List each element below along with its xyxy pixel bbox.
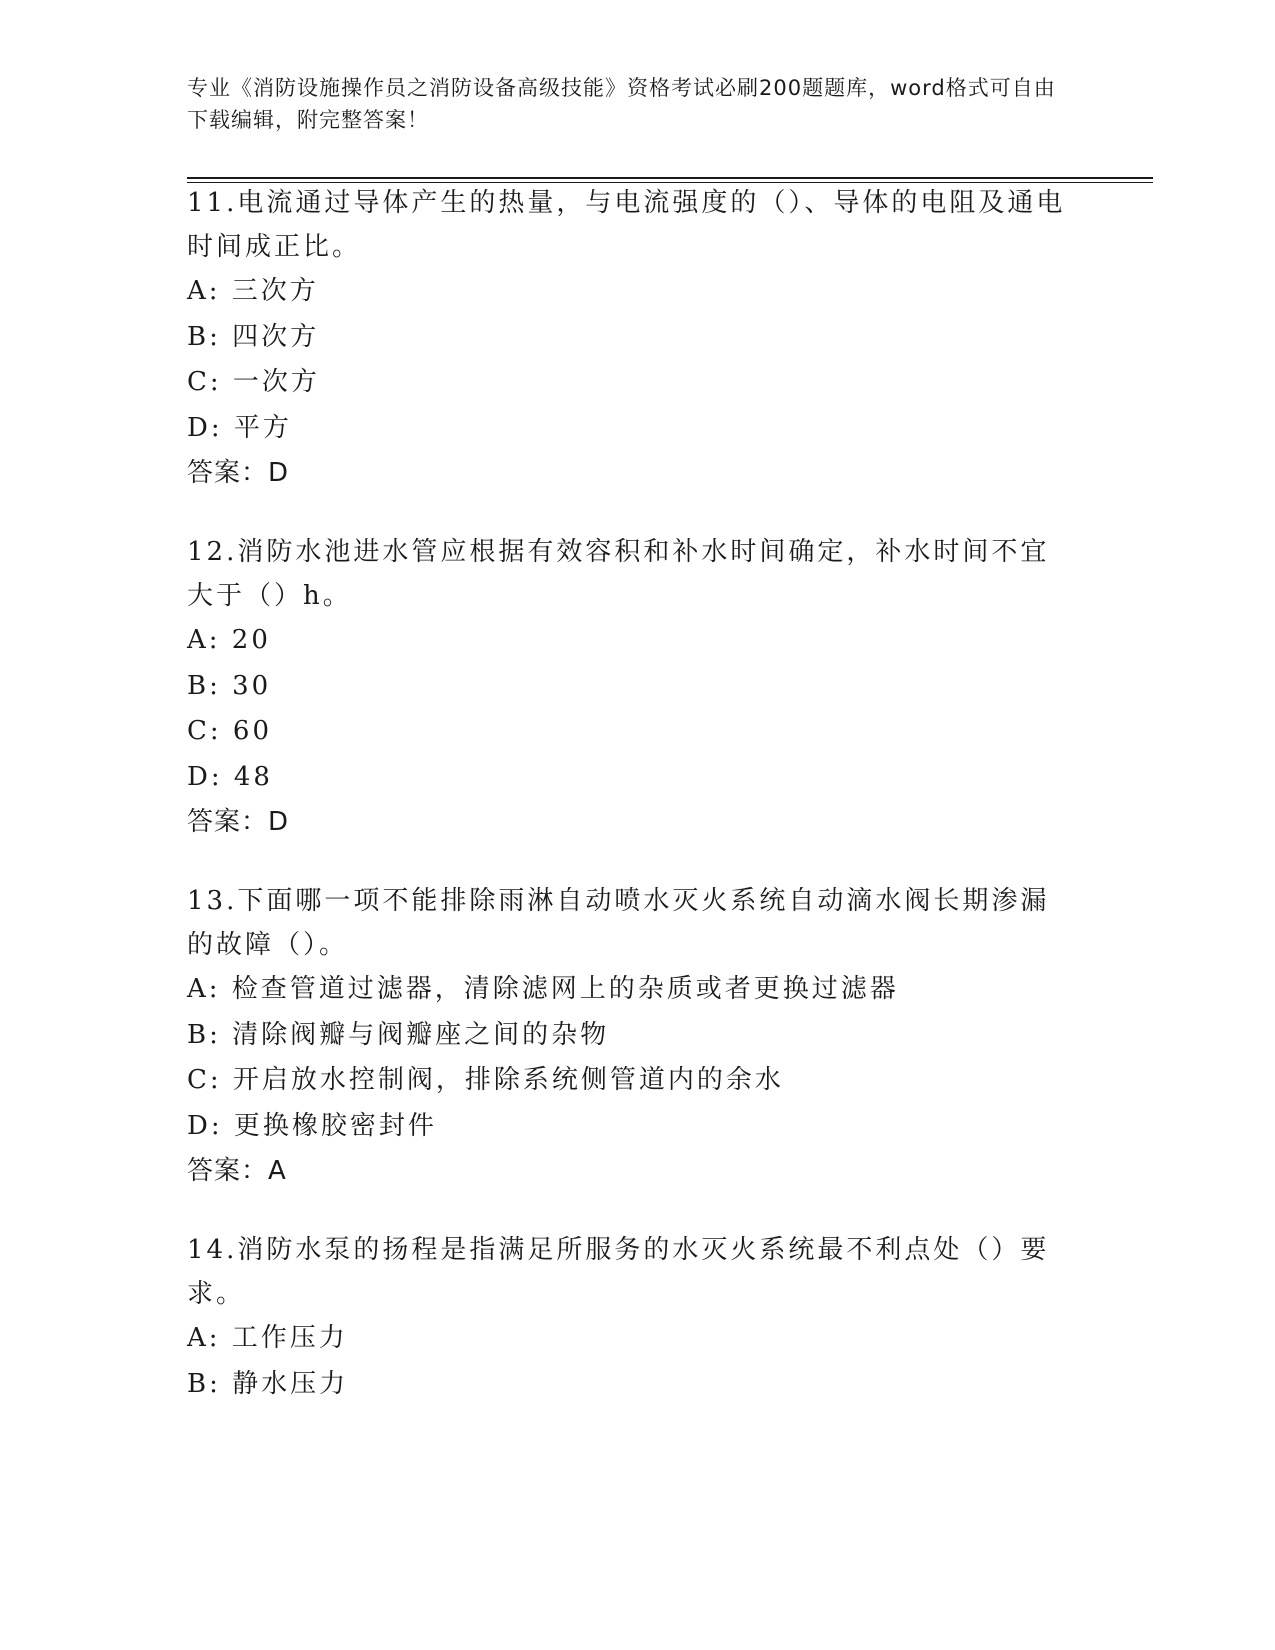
- answer-line: 答案：A: [187, 1156, 287, 1186]
- option-c: C: 60: [187, 716, 273, 746]
- option-c: C: 一次方: [187, 367, 320, 397]
- answer-line: 答案：D: [187, 458, 290, 488]
- option-a: A: 检查管道过滤器，清除滤网上的杂质或者更换过滤器: [187, 974, 899, 1004]
- option-a: A: 工作压力: [187, 1323, 348, 1353]
- question-stem: 13.下面哪一项不能排除雨淋自动喷水灭火系统自动滴水阀长期渗漏的故障（）。: [187, 886, 1050, 960]
- question-12: [187, 530, 1077, 846]
- question-13: [187, 879, 1077, 1195]
- option-b: B: 清除阀瓣与阀瓣座之间的杂物: [187, 1019, 610, 1050]
- option-d: D: 更换橡胶密封件: [187, 1110, 437, 1141]
- question-stem: 12.消防水池进水管应根据有效容积和补水时间确定，补水时间不宜大于（）h。: [187, 537, 1050, 611]
- question-stem: 11.电流通过导体产生的热量，与电流强度的（）、导体的电阻及通电时间成正比。: [187, 188, 1066, 262]
- question-11: [187, 181, 1077, 497]
- question-stem: 14.消防水泵的扬程是指满足所服务的水灭火系统最不利点处（）要求。: [187, 1235, 1050, 1309]
- option-d: D: 平方: [187, 412, 292, 443]
- document-header: 专业《消防设施操作员之消防设备高级技能》资格考试必刷200题题库，word格式可自由下载编辑，附完整答案！: [187, 76, 1056, 132]
- header-divider: [187, 177, 1153, 179]
- option-a: A: 20: [187, 625, 271, 655]
- option-d: D: 48: [187, 761, 273, 792]
- option-b: B: 静水压力: [187, 1368, 349, 1399]
- question-14: [187, 1228, 1077, 1407]
- option-a: A: 三次方: [187, 276, 319, 306]
- option-b: B: 30: [187, 670, 272, 701]
- option-c: C: 开启放水控制阀，排除系统侧管道内的余水: [187, 1065, 784, 1095]
- answer-line: 答案：D: [187, 807, 290, 837]
- option-b: B: 四次方: [187, 321, 320, 352]
